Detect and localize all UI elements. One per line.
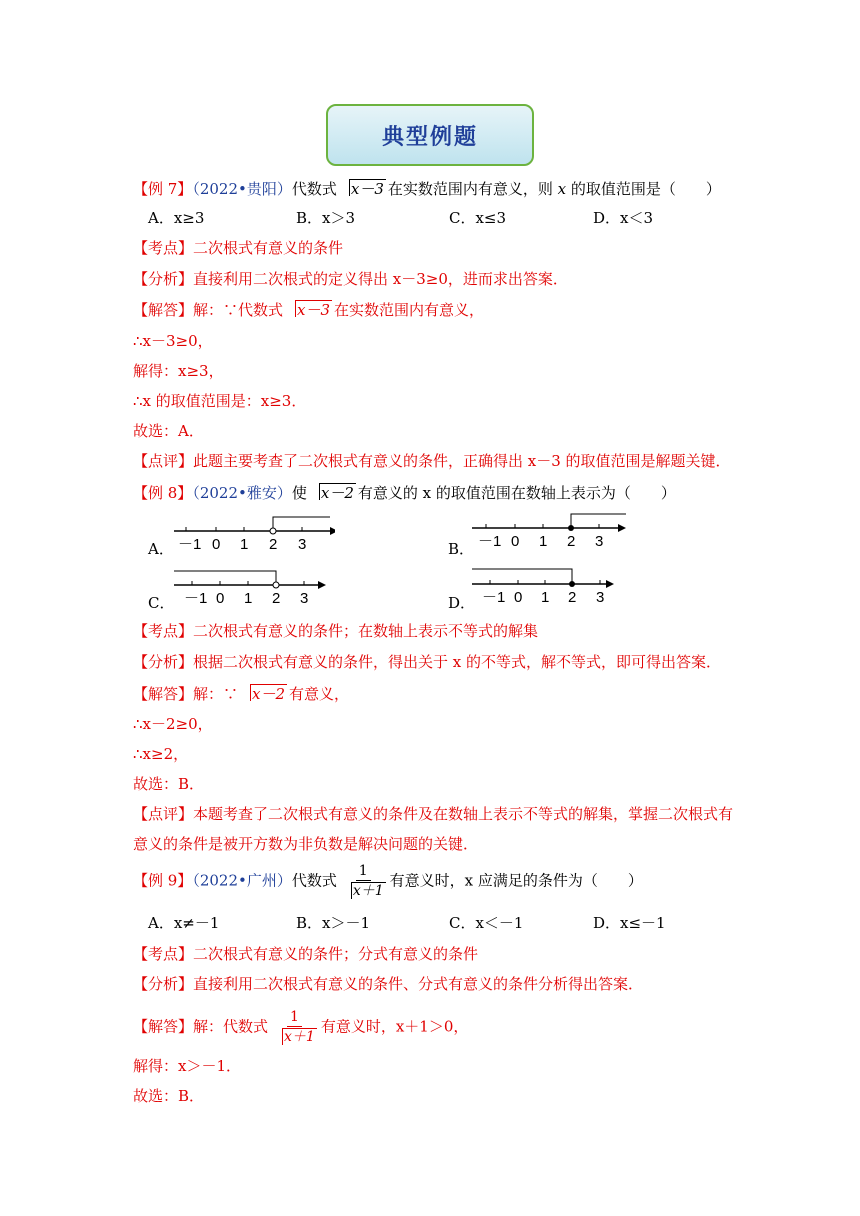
open-circle [270,528,276,534]
ex9-option-a: A．x≠－1 [148,914,220,932]
ex9-frac-den: x＋1 [352,883,384,899]
tick-label: 3 [596,589,605,606]
ex8-number-line-b [468,510,633,552]
ex8-number-line-d [468,564,633,606]
tick-label: 0 [511,533,520,550]
tick-label: －1 [178,536,202,553]
ex7-option-b: B．x＞3 [296,209,356,227]
ex7-step-4: 故选：A． [133,422,204,440]
tick-label: 3 [595,533,604,550]
ex8-step-1: ∴x－2≥0， [133,715,213,733]
ex7-fenxi-text: 直接利用二次根式的定义得出 x－3≥0，进而求出答案． [193,270,568,288]
ex8-option-d-letter: D． [448,594,476,612]
ex9-kaodian-text: 二次根式有意义的条件；分式有意义的条件 [193,945,479,963]
ex9-jieda-frac-den: x＋1 [284,1029,315,1045]
ex8-source: （2022•雅安） [192,484,292,502]
ex7-option-c: C．x≤3 [449,209,507,227]
ex7-kaodian [133,237,343,259]
ex8-q-post: 有意义的 x 的取值范围在数轴上表示为（ ） [357,484,676,502]
ex7-step-3: ∴x 的取值范围是：x≥3． [133,392,307,410]
tick-label: －1 [478,533,502,550]
ex7-source: （2022•贵阳） [192,180,292,198]
ex8-jieda-sqrt [240,683,287,705]
ex8-kaodian-tag: 【考点】 [133,622,194,640]
ex9-q-post: 有意义时，x 应满足的条件为（ ） [389,871,643,890]
tick-label: 0 [212,536,221,553]
ex9-option-c: C．x＜－1 [449,914,524,932]
ex8-option-a-letter: A． [148,540,174,558]
ex8-step-2: ∴x≥2， [133,745,189,763]
ex9-jieda-fraction [270,1008,319,1047]
ex7-kaodian-text: 二次根式有意义的条件 [193,239,344,257]
closed-circle [568,525,574,531]
ex7-option-d: D．x＜3 [593,209,654,227]
tick-label: 0 [216,590,225,607]
ex9-fraction [339,862,388,901]
tick-label: 1 [240,536,249,553]
ex7-dianping-text: 此题主要考查了二次根式有意义的条件，正确得出 x－3 的取值范围是解题关键． [193,452,731,470]
ex8-label: 【例 8】 [133,484,193,502]
ex8-kaodian [133,620,538,642]
ex7-jieda-pre: 解：∵代数式 [193,301,284,319]
tick-label: －1 [482,589,506,606]
tick-label: 3 [300,590,309,607]
ex7-q-var: x [557,180,567,198]
ex9-jieda-sqrt [272,1027,317,1047]
ex9-fenxi-tag: 【分析】 [133,975,194,993]
ex9-fenxi-text: 直接利用二次根式有意义的条件、分式有意义的条件分析得出答案． [193,975,644,993]
ex7-fenxi-tag: 【分析】 [133,270,194,288]
ex8-jieda-pre: 解：∵ [193,685,239,703]
ex9-kaodian [133,943,478,965]
ex7-question [133,178,721,200]
ex9-source: （2022•广州） [192,871,292,890]
ex9-option-b: B．x＞－1 [296,914,371,932]
ex9-jieda-frac-num: 1 [287,1008,302,1027]
section-title: 典型例题 [381,124,478,150]
ex9-question [133,862,643,901]
tick-label: 0 [514,589,523,606]
ex8-kaodian-text: 二次根式有意义的条件；在数轴上表示不等式的解集 [193,622,539,640]
section-title-box [326,104,534,166]
ex8-jieda-tag: 【解答】 [133,685,194,703]
ex8-option-b-letter: B． [448,540,475,558]
tick-label: 2 [269,536,278,553]
ex8-radicand: x－2 [320,484,354,502]
ex9-step-2: 故选：B． [133,1087,205,1105]
ex8-dianping-1 [133,803,733,825]
ex7-jieda [133,299,484,321]
ex7-jieda-tag: 【解答】 [133,301,194,319]
ex7-kaodian-tag: 【考点】 [133,239,194,257]
ex8-q-pre: 使 [291,484,307,502]
ex7-fenxi [133,268,568,290]
ex8-jieda-radicand: x－2 [252,685,286,703]
tick-label: 3 [298,536,307,553]
tick-label: 2 [568,589,577,606]
ex8-number-line-a [170,513,335,555]
ex8-dianping-tag: 【点评】 [133,805,194,823]
ex8-jieda-post: 有意义， [289,685,350,703]
ex9-label: 【例 9】 [133,871,193,890]
tick-label: 1 [539,533,548,550]
ex8-question [133,482,676,504]
ex7-label: 【例 7】 [133,180,193,198]
ex8-sqrt [309,482,356,504]
ex7-jieda-sqrt [285,299,332,321]
ex8-dianping-text-1: 本题考查了二次根式有意义的条件及在数轴上表示不等式的解集，掌握二次根式有 [193,805,734,823]
ex7-dianping-tag: 【点评】 [133,452,194,470]
tick-label: 1 [541,589,550,606]
ex7-q-pre: 代数式 [291,180,337,198]
ex7-sqrt [339,178,386,200]
ex7-option-a: A．x≥3 [148,209,205,227]
ex9-jieda-pre: 解：代数式 [193,1017,269,1036]
ex9-kaodian-tag: 【考点】 [133,945,194,963]
tick-label: 2 [272,590,281,607]
ex9-option-d: D．x≤－1 [593,914,666,932]
ex8-step-3: 故选：B． [133,775,205,793]
ex8-number-line-c [170,567,335,609]
ex8-dianping-2: 意义的条件是被开方数为非负数是解决问题的关键． [133,835,479,853]
ex7-q-mid: 在实数范围内有意义，则 [387,180,553,198]
ex8-fenxi-text: 根据二次根式有意义的条件，得出关于 x 的不等式，解不等式，即可得出答案． [193,653,722,671]
ex8-fenxi [133,651,721,673]
ex7-step-2: 解得：x≥3， [133,362,224,380]
tick-label: －1 [184,590,208,607]
ex7-dianping [133,450,731,472]
ex7-jieda-post: 在实数范围内有意义， [334,301,485,319]
ex9-jieda-tag: 【解答】 [133,1017,194,1036]
tick-label: 1 [244,590,253,607]
ex9-frac-sqrt [341,881,386,901]
ex9-frac-num: 1 [356,862,371,881]
ex9-jieda-post: 有意义时，x＋1＞0， [320,1017,469,1036]
ex9-q-pre: 代数式 [291,871,337,890]
ex7-jieda-radicand: x－3 [297,301,331,319]
ex8-option-c-letter: C． [148,594,175,612]
ex8-fenxi-tag: 【分析】 [133,653,194,671]
ex9-fenxi [133,973,643,995]
ex7-radicand: x－3 [350,180,384,198]
ex7-step-1: ∴x－3≥0， [133,332,213,350]
ex8-jieda [133,683,349,705]
closed-circle [569,581,575,587]
ex9-step-1: 解得：x＞－1． [133,1057,242,1075]
tick-label: 2 [567,533,576,550]
ex9-jieda [133,1008,468,1047]
ex7-q-post: 的取值范围是（ ） [570,180,721,198]
open-circle [273,582,279,588]
